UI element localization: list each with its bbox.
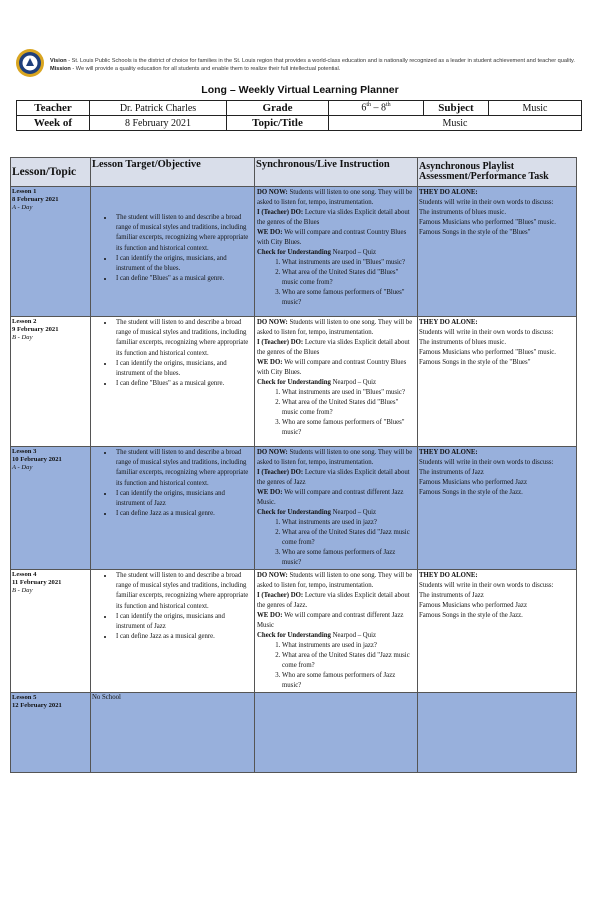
lesson-cell: Lesson 2 9 February 2021 B - Day: [11, 317, 91, 447]
lesson-row: [11, 317, 577, 447]
async-cell: [418, 693, 577, 773]
sync-cell: DO NOW: Students will listen to one song. They will be asked to listen for, tempo, instrumentation. I (Teacher) DO: Lecture via slides Explicit detail about the genres of Jazz WE DO: We will compare and contrast different Jazz Music. Check for Understanding Nearpod – Quiz 1. What instruments are used in jazz? 2. What area of the United States did "Jazz music come from? 3. Who are some famous performers of Jazz music?: [255, 447, 418, 570]
mission-line: Mission - We will provide a quality education for all students and enable them to realize their full intellectual potential.: [50, 66, 341, 72]
subject-value: Music: [489, 101, 582, 116]
col-asynchronous: Asynchronous Playlist Assessment/Performance Task: [418, 158, 577, 187]
col-synchronous: Synchronous/Live Instruction: [255, 158, 418, 187]
target-cell: • The student will listen to and describe a broad range of musical styles and traditions, including familiar excerpts, recognizing where appropriate its function and historical context. • I can identify the origins, musicians and instrument of Jazz • I can define Jazz as a musical genre.: [91, 447, 255, 570]
sync-cell: DO NOW: Students will listen to one song. They will be asked to listen for, tempo, instrumentation. I (Teacher) DO: Lecture via slides Explicit detail about the genres of the Blues WE DO: We will compare and contrast Country Blues with City Blues. Check for Understanding Nearpod – Quiz 1. What instruments are used in "Blues" music? 2. What area of the United States did "Blues" music come from? 3. Who are some famous performers of "Blues" music?: [255, 187, 418, 317]
target-cell: • The student will listen to and describe a broad range of musical styles and traditions, including familiar excerpts, recognizing where appropriate its function and historical context. • I can identify the origins, musicians, and instrument of the blues. • I can define "Blues" as a musical genre.: [91, 187, 255, 317]
async-cell: THEY DO ALONE: Students will write in their own words to discuss: The instruments of blues music. Famous Musicians who performed "Blues" music. Famous Songs in the style of the "Blues": [418, 317, 577, 447]
lesson-cell: Lesson 4 11 February 2021 B - Day: [11, 570, 91, 693]
slps-logo: [15, 48, 45, 78]
sync-cell: [255, 693, 418, 773]
vision-line: Vision - St. Louis Public Schools is the district of choice for families in the St. Louis region that provides a world-class education and is nationally recognized as a leader in student achievement and teacher quality.: [50, 58, 575, 64]
mission-statement: [50, 57, 590, 73]
lesson-cell: Lesson 5 12 February 2021: [11, 693, 91, 773]
col-lesson-target: Lesson Target/Objective: [91, 158, 255, 187]
async-cell: THEY DO ALONE: Students will write in their own words to discuss: The instruments of Jazz Famous Musicians who performed Jazz Famous Songs in the style of the Jazz.: [418, 570, 577, 693]
page-title: Long – Weekly Virtual Learning Planner: [201, 84, 399, 96]
subject-label: Subject: [424, 101, 489, 116]
sync-cell: DO NOW: Students will listen to one song. They will be asked to listen for, tempo, instrumentation. I (Teacher) DO: Lecture via slides Explicit detail about the genres of the Blues WE DO: We will compare and contrast Country Blues with City Blues. Check for Understanding Nearpod – Quiz 1. What instruments are used in "Blues" music? 2. What area of the United States did "Blues" music come from? 3. Who are some famous performers of "Blues" music?: [255, 317, 418, 447]
lesson-cell: Lesson 1 8 February 2021 A - Day: [11, 187, 91, 317]
week-value: 8 February 2021: [90, 116, 227, 131]
teacher-label: Teacher: [17, 101, 90, 116]
async-cell: THEY DO ALONE: Students will write in their own words to discuss: The instruments of blues music. Famous Musicians who performed "Blues" music. Famous Songs in the style of the "Blues": [418, 187, 577, 317]
target-cell: • The student will listen to and describe a broad range of musical styles and traditions, including familiar excerpts, recognizing where appropriate its function and historical context. • I can identify the origins, musicians, and instrument of the blues. • I can define "Blues" as a musical genre.: [91, 317, 255, 447]
target-cell: • The student will listen to and describe a broad range of musical styles and traditions, including familiar excerpts, recognizing where appropriate its function and historical context. • I can identify the origins, musicians and instrument of Jazz • I can define Jazz as a musical genre.: [91, 570, 255, 693]
lesson-row: [11, 693, 577, 773]
week-label: Week of: [17, 116, 90, 131]
col-lesson-topic: Lesson/Topic: [11, 158, 91, 187]
info-table: [16, 100, 582, 131]
teacher-value: Dr. Patrick Charles: [90, 101, 227, 116]
topic-label: Topic/Title: [227, 116, 329, 131]
grade-label: Grade: [227, 101, 329, 116]
async-cell: THEY DO ALONE: Students will write in their own words to discuss: The instruments of Jazz Famous Musicians who performed Jazz Famous Songs in the style of the Jazz.: [418, 447, 577, 570]
no-school-cell: No School: [91, 693, 255, 773]
sync-cell: DO NOW: Students will listen to one song. They will be asked to listen for, tempo, instrumentation. I (Teacher) DO: Lecture via slides Explicit detail about the genres of Jazz. WE DO: We will compare and contrast different Jazz Music Check for Understanding Nearpod – Quiz 1. What instruments are used in jazz? 2. What area of the United States did "Jazz music come from? 3. Who are some famous performers of Jazz music?: [255, 570, 418, 693]
topic-value: Music: [329, 116, 582, 131]
lesson-row: [11, 447, 577, 570]
planner-table: [10, 157, 577, 773]
lesson-cell: Lesson 3 10 February 2021 A - Day: [11, 447, 91, 570]
lesson-row: [11, 187, 577, 317]
lesson-row: [11, 570, 577, 693]
grade-value: 6th – 8th: [329, 101, 424, 116]
